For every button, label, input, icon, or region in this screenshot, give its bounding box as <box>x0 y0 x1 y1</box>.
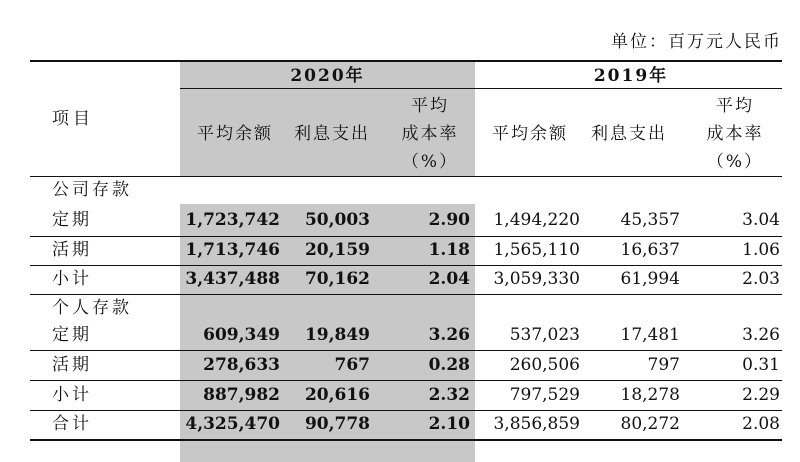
cell-2020-interest: 50,003 <box>304 210 370 230</box>
row-label: 活期 <box>52 240 92 260</box>
header-2020-interest: 利息支出 <box>294 124 370 144</box>
cell-2019-rate: 3.04 <box>742 210 780 230</box>
cell-2020-rate: 2.32 <box>428 385 470 405</box>
row-label: 定期 <box>52 325 92 345</box>
cell-2019-interest: 80,272 <box>620 414 680 434</box>
header-year-2019: 2019年 <box>593 66 669 86</box>
header-year-2020: 2020年 <box>290 66 365 86</box>
header-2020-rate-l3: （%） <box>401 152 459 172</box>
cell-2020-balance: 278,633 <box>203 355 280 375</box>
header-bottom-rule <box>30 176 782 177</box>
rule-after-pers-time <box>30 350 782 351</box>
header-item: 项目 <box>52 109 94 129</box>
rule-after-pers-demand <box>30 380 782 381</box>
cell-2019-rate: 2.03 <box>742 269 780 289</box>
header-2019-avg-balance: 平均余额 <box>492 124 568 144</box>
row-label-total: 合计 <box>52 414 92 434</box>
cell-2020-rate: 0.28 <box>428 355 470 375</box>
row-label: 小计 <box>52 385 92 405</box>
cell-2020-interest: 19,849 <box>304 325 370 345</box>
cell-2020-balance: 887,982 <box>203 385 280 405</box>
unit-label: 单位：百万元人民币 <box>611 32 782 52</box>
cell-2019-balance: 1,565,110 <box>493 240 580 260</box>
header-2020-rate-l1: 平均 <box>411 96 449 116</box>
cell-2019-balance: 537,023 <box>509 325 580 345</box>
cell-2020-interest: 767 <box>334 355 370 375</box>
header-2020-avg-balance: 平均余额 <box>197 124 273 144</box>
cell-2019-balance: 1,494,220 <box>493 210 580 230</box>
section-personal-deposits: 个人存款 <box>52 298 132 318</box>
bottom-rule <box>30 439 782 441</box>
cell-2020-rate: 2.90 <box>428 210 470 230</box>
cell-2020-interest: 70,162 <box>304 269 370 289</box>
cell-2020-rate: 3.26 <box>428 325 470 345</box>
cell-2020-balance: 1,723,742 <box>185 210 280 230</box>
header-2019-rate-l2: 成本率 <box>706 124 764 144</box>
cell-2020-rate: 2.04 <box>428 269 470 289</box>
header-2019-interest: 利息支出 <box>591 124 667 144</box>
cell-2019-interest: 17,481 <box>620 325 680 345</box>
cell-2019-interest: 18,278 <box>620 385 680 405</box>
cell-2020-interest: 20,159 <box>304 240 370 260</box>
cell-2019-balance: 797,529 <box>509 385 580 405</box>
cell-2019-balance: 3,059,330 <box>493 269 580 289</box>
row-label: 小计 <box>52 269 92 289</box>
row-label: 定期 <box>52 210 92 230</box>
cell-2019-rate: 2.29 <box>742 385 780 405</box>
header-2019-rate-l3: （%） <box>706 152 764 172</box>
cell-2020-balance: 4,325,470 <box>185 414 280 434</box>
cell-2020-balance: 1,713,746 <box>185 240 280 260</box>
cell-2019-interest: 16,637 <box>620 240 680 260</box>
rule-after-corp-subtotal <box>30 294 782 295</box>
section-corporate-deposits: 公司存款 <box>52 180 132 200</box>
cell-2019-rate: 3.26 <box>742 325 780 345</box>
cell-2020-rate: 2.10 <box>428 414 470 434</box>
cell-2020-interest: 20,616 <box>304 385 370 405</box>
cell-2020-rate: 1.18 <box>428 240 470 260</box>
header-2020-rate-l2: 成本率 <box>401 124 459 144</box>
cell-2019-interest: 61,994 <box>620 269 680 289</box>
section-row-gap <box>180 176 475 204</box>
cell-2020-balance: 609,349 <box>203 325 280 345</box>
row-label: 活期 <box>52 355 92 375</box>
cell-2019-interest: 45,357 <box>620 210 680 230</box>
cell-2019-rate: 2.08 <box>742 414 780 434</box>
cell-2019-rate: 0.31 <box>742 355 780 375</box>
header-2019-rate-l1: 平均 <box>716 96 754 116</box>
cell-2020-interest: 90,778 <box>304 414 370 434</box>
cell-2019-rate: 1.06 <box>742 240 780 260</box>
cell-2019-balance: 260,506 <box>509 355 580 375</box>
cell-2020-balance: 3,437,488 <box>185 269 280 289</box>
cell-2019-balance: 3,856,859 <box>493 414 580 434</box>
cell-2019-interest: 797 <box>647 355 680 375</box>
